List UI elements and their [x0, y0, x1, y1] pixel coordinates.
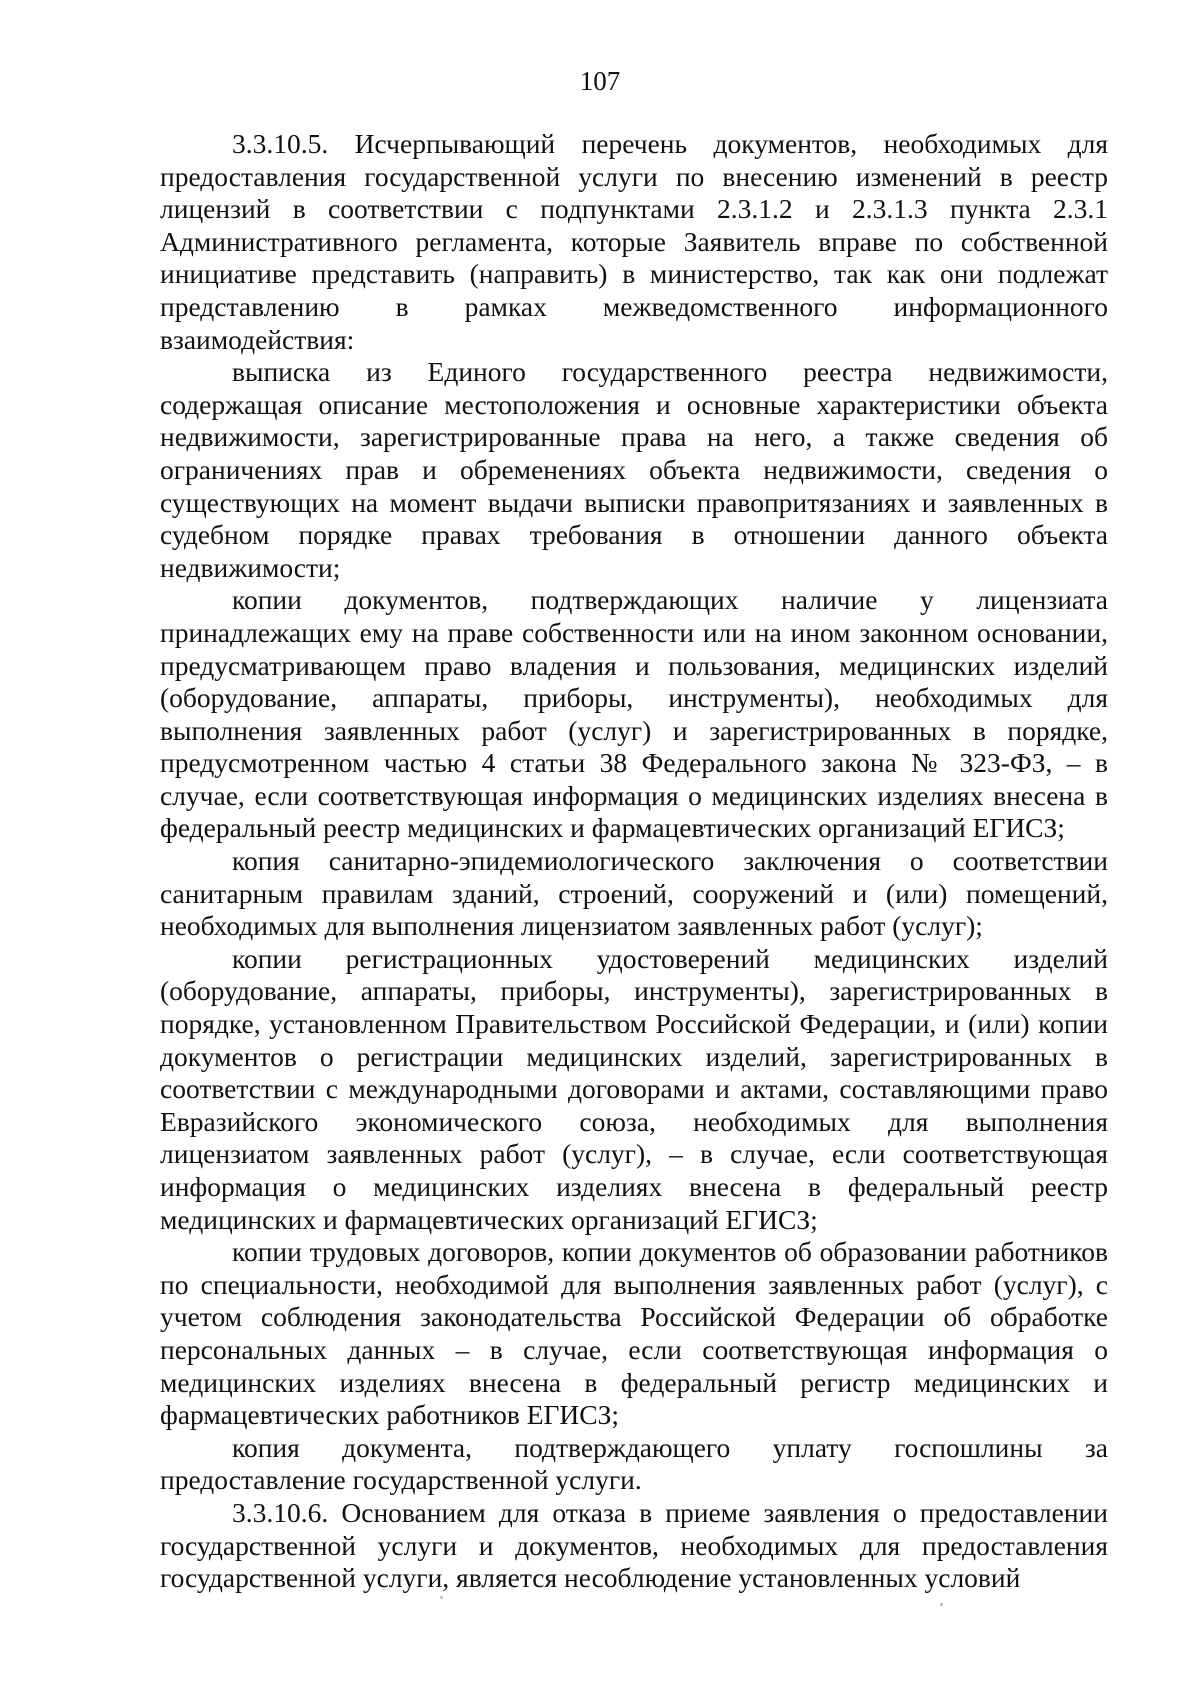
paragraph-medical-devices-ownership: копии документов, подтверждающих наличие у лицензиата принадлежащих ему на праве собственности или на ином законном основании, предусматривающем право владения и пользования, медицинских изделий (оборудование, аппараты, приборы, инструменты), необходимых для выполнения заявленных работ (услуг) и зарегистрированных в порядке, предусмотренном частью 4 статьи 38 Федерального закона № 323-ФЗ, – в случае, если соответствующая информация о медицинских изделиях внесена в федеральный реестр медицинских и фармацевтических организаций ЕГИСЗ;: [160, 584, 1108, 844]
scan-speck: [940, 1603, 943, 1606]
paragraph-sanitary-conclusion: копия санитарно-эпидемиологического заключения о соответствии санитарным правилам зданий, строений, сооружений и (или) помещений, необходимых для выполнения лицензиатом заявленных работ (услуг);: [160, 845, 1108, 942]
document-body: [160, 128, 1108, 1595]
paragraph-egrn-extract: выписка из Единого государственного реестра недвижимости, содержащая описание местоположения и основные характеристики объекта недвижимости, зарегистрированные права на него, а также сведения об ограничениях прав и обременениях объекта недвижимости, сведения о существующих на момент выдачи выписки правопритязаниях и заявленных в судебном порядке правах требования в отношении данного объекта недвижимости;: [160, 356, 1108, 583]
paragraph-labor-contracts: копии трудовых договоров, копии документов об образовании работников по специальности, необходимой для выполнения заявленных работ (услуг), с учетом соблюдения законодательства Российской Федерации об обработке персональных данных – в случае, если соответствующая информация о медицинских изделиях внесена в федеральный регистр медицинских и фармацевтических работников ЕГИСЗ;: [160, 1236, 1108, 1431]
paragraph-state-fee: копия документа, подтверждающего уплату госпошлины за предоставление государственной услуги.: [160, 1431, 1108, 1496]
paragraph-registration-certificates: копии регистрационных удостоверений медицинских изделий (оборудование, аппараты, приборы, инструменты), зарегистрированных в порядке, установленном Правительством Российской Федерации, и (или) копии документов о регистрации медицинских изделий, зарегистрированных в соответствии с международными договорами и актами, составляющими право Евразийского экономического союза, необходимых для выполнения лицензиатом заявленных работ (услуг), – в случае, если соответствующая информация о медицинских изделиях внесена в федеральный реестр медицинских и фармацевтических организаций ЕГИСЗ;: [160, 942, 1108, 1235]
paragraph-3-3-10-5: 3.3.10.5. Исчерпывающий перечень документов, необходимых для предоставления государственной услуги по внесению изменений в реестр лицензий в соответствии с подпунктами 2.3.1.2 и 2.3.1.3 пункта 2.3.1 Административного регламента, которые Заявитель вправе по собственной инициативе представить (направить) в министерство, так как они подлежат представлению в рамках межведомственного информационного взаимодействия:: [160, 128, 1108, 355]
scan-speck: [440, 1596, 443, 1599]
paragraph-3-3-10-6: 3.3.10.6. Основанием для отказа в приеме заявления о предоставлении государственной услуги и документов, необходимых для предоставления государственной услуги, является несоблюдение установленных условий: [160, 1496, 1108, 1594]
page-number: 107: [579, 66, 621, 96]
